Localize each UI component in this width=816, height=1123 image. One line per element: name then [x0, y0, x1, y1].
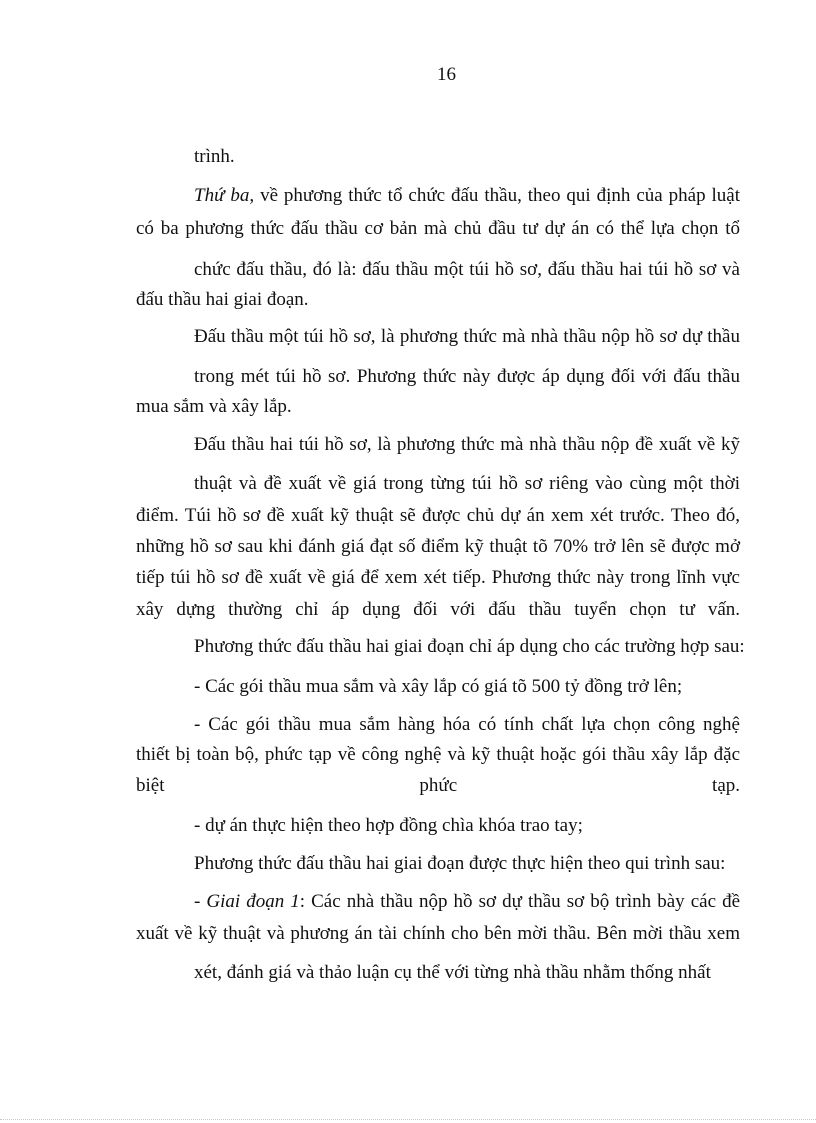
text-line-2 — [194, 184, 740, 208]
text-line-3: có ba phương thức đấu thầu cơ bản mà chủ đầu tư dự án có thể lựa chọn tổ — [136, 218, 740, 239]
text-line-21: Phương thức đấu thầu hai giai đoạn được thực hiện theo qui trình sau: — [194, 853, 726, 874]
text-line-20: - dự án thực hiện theo hợp đồng chìa khóa trao tay; — [194, 815, 583, 836]
page-bottom-rule — [0, 1119, 816, 1120]
text-line-11: điểm. Túi hồ sơ đề xuất kỹ thuật sẽ được chủ dự án xem xét trước. Theo đó, — [136, 505, 740, 526]
text-line-17: - Các gói thầu mua sắm hàng hóa có tính chất lựa chọn công nghệ — [194, 714, 740, 735]
text-line-19: biệt phức tạp. — [136, 775, 740, 796]
text-line-13: tiếp túi hồ sơ đề xuất về giá để xem xét tiếp. Phương thức này trong lĩnh vực — [136, 567, 740, 588]
text-line-23: xuất về kỹ thuật và phương án tài chính cho bên mời thầu. Bên mời thầu xem — [136, 923, 740, 944]
text-line-1: trình. — [194, 146, 235, 167]
text-line-16: - Các gói thầu mua sắm và xây lắp có giá tõ 500 tỷ đồng trở lên; — [194, 676, 683, 697]
text-line-5: đấu thầu hai giai đoạn. — [136, 289, 309, 310]
text-line-6: Đấu thầu một túi hồ sơ, là phương thức mà nhà thầu nộp hồ sơ dự thầu — [194, 326, 740, 347]
text-italic-giai-doan-1: Giai đoạn 1 — [206, 891, 300, 912]
text-line-18: thiết bị toàn bộ, phức tạp về công nghệ và kỹ thuật hoặc gói thầu xây lắp đặc — [136, 744, 740, 765]
text-italic-thu-ba: Thứ ba, — [194, 185, 255, 206]
text-line-9: Đấu thầu hai túi hồ sơ, là phương thức mà nhà thầu nộp đề xuất về kỹ — [194, 434, 740, 455]
text-line-15: Phương thức đấu thầu hai giai đoạn chỉ áp dụng cho các trường hợp sau: — [194, 636, 745, 657]
text-line-7: trong mét túi hồ sơ. Phương thức này được áp dụng đối với đấu thầu — [194, 366, 740, 387]
text-line-22-rest: : Các nhà thầu nộp hồ sơ dự thầu sơ bộ trình bày các đề — [299, 891, 741, 912]
text-line-10: thuật và đề xuất về giá trong từng túi hồ sơ riêng vào cùng một thời — [194, 473, 740, 494]
text-line-22 — [194, 890, 740, 914]
text-line-8: mua sắm và xây lắp. — [136, 396, 292, 417]
text-line-12: những hồ sơ sau khi đánh giá đạt số điểm kỹ thuật tõ 70% trở lên sẽ được mở — [136, 536, 740, 557]
text-line-24: xét, đánh giá và thảo luận cụ thể với từng nhà thầu nhằm thống nhất — [194, 962, 711, 983]
page-number: 16 — [437, 64, 456, 85]
text-line-4: chức đấu thầu, đó là: đấu thầu một túi hồ sơ, đấu thầu hai túi hồ sơ và — [194, 259, 740, 280]
text-line-22-dash: - — [194, 891, 207, 912]
text-line-14: xây dựng thường chỉ áp dụng đối với đấu thầu tuyển chọn tư vấn. — [136, 599, 740, 620]
text-line-2-rest: về phương thức tổ chức đấu thầu, theo qui định của pháp luật — [254, 185, 740, 206]
